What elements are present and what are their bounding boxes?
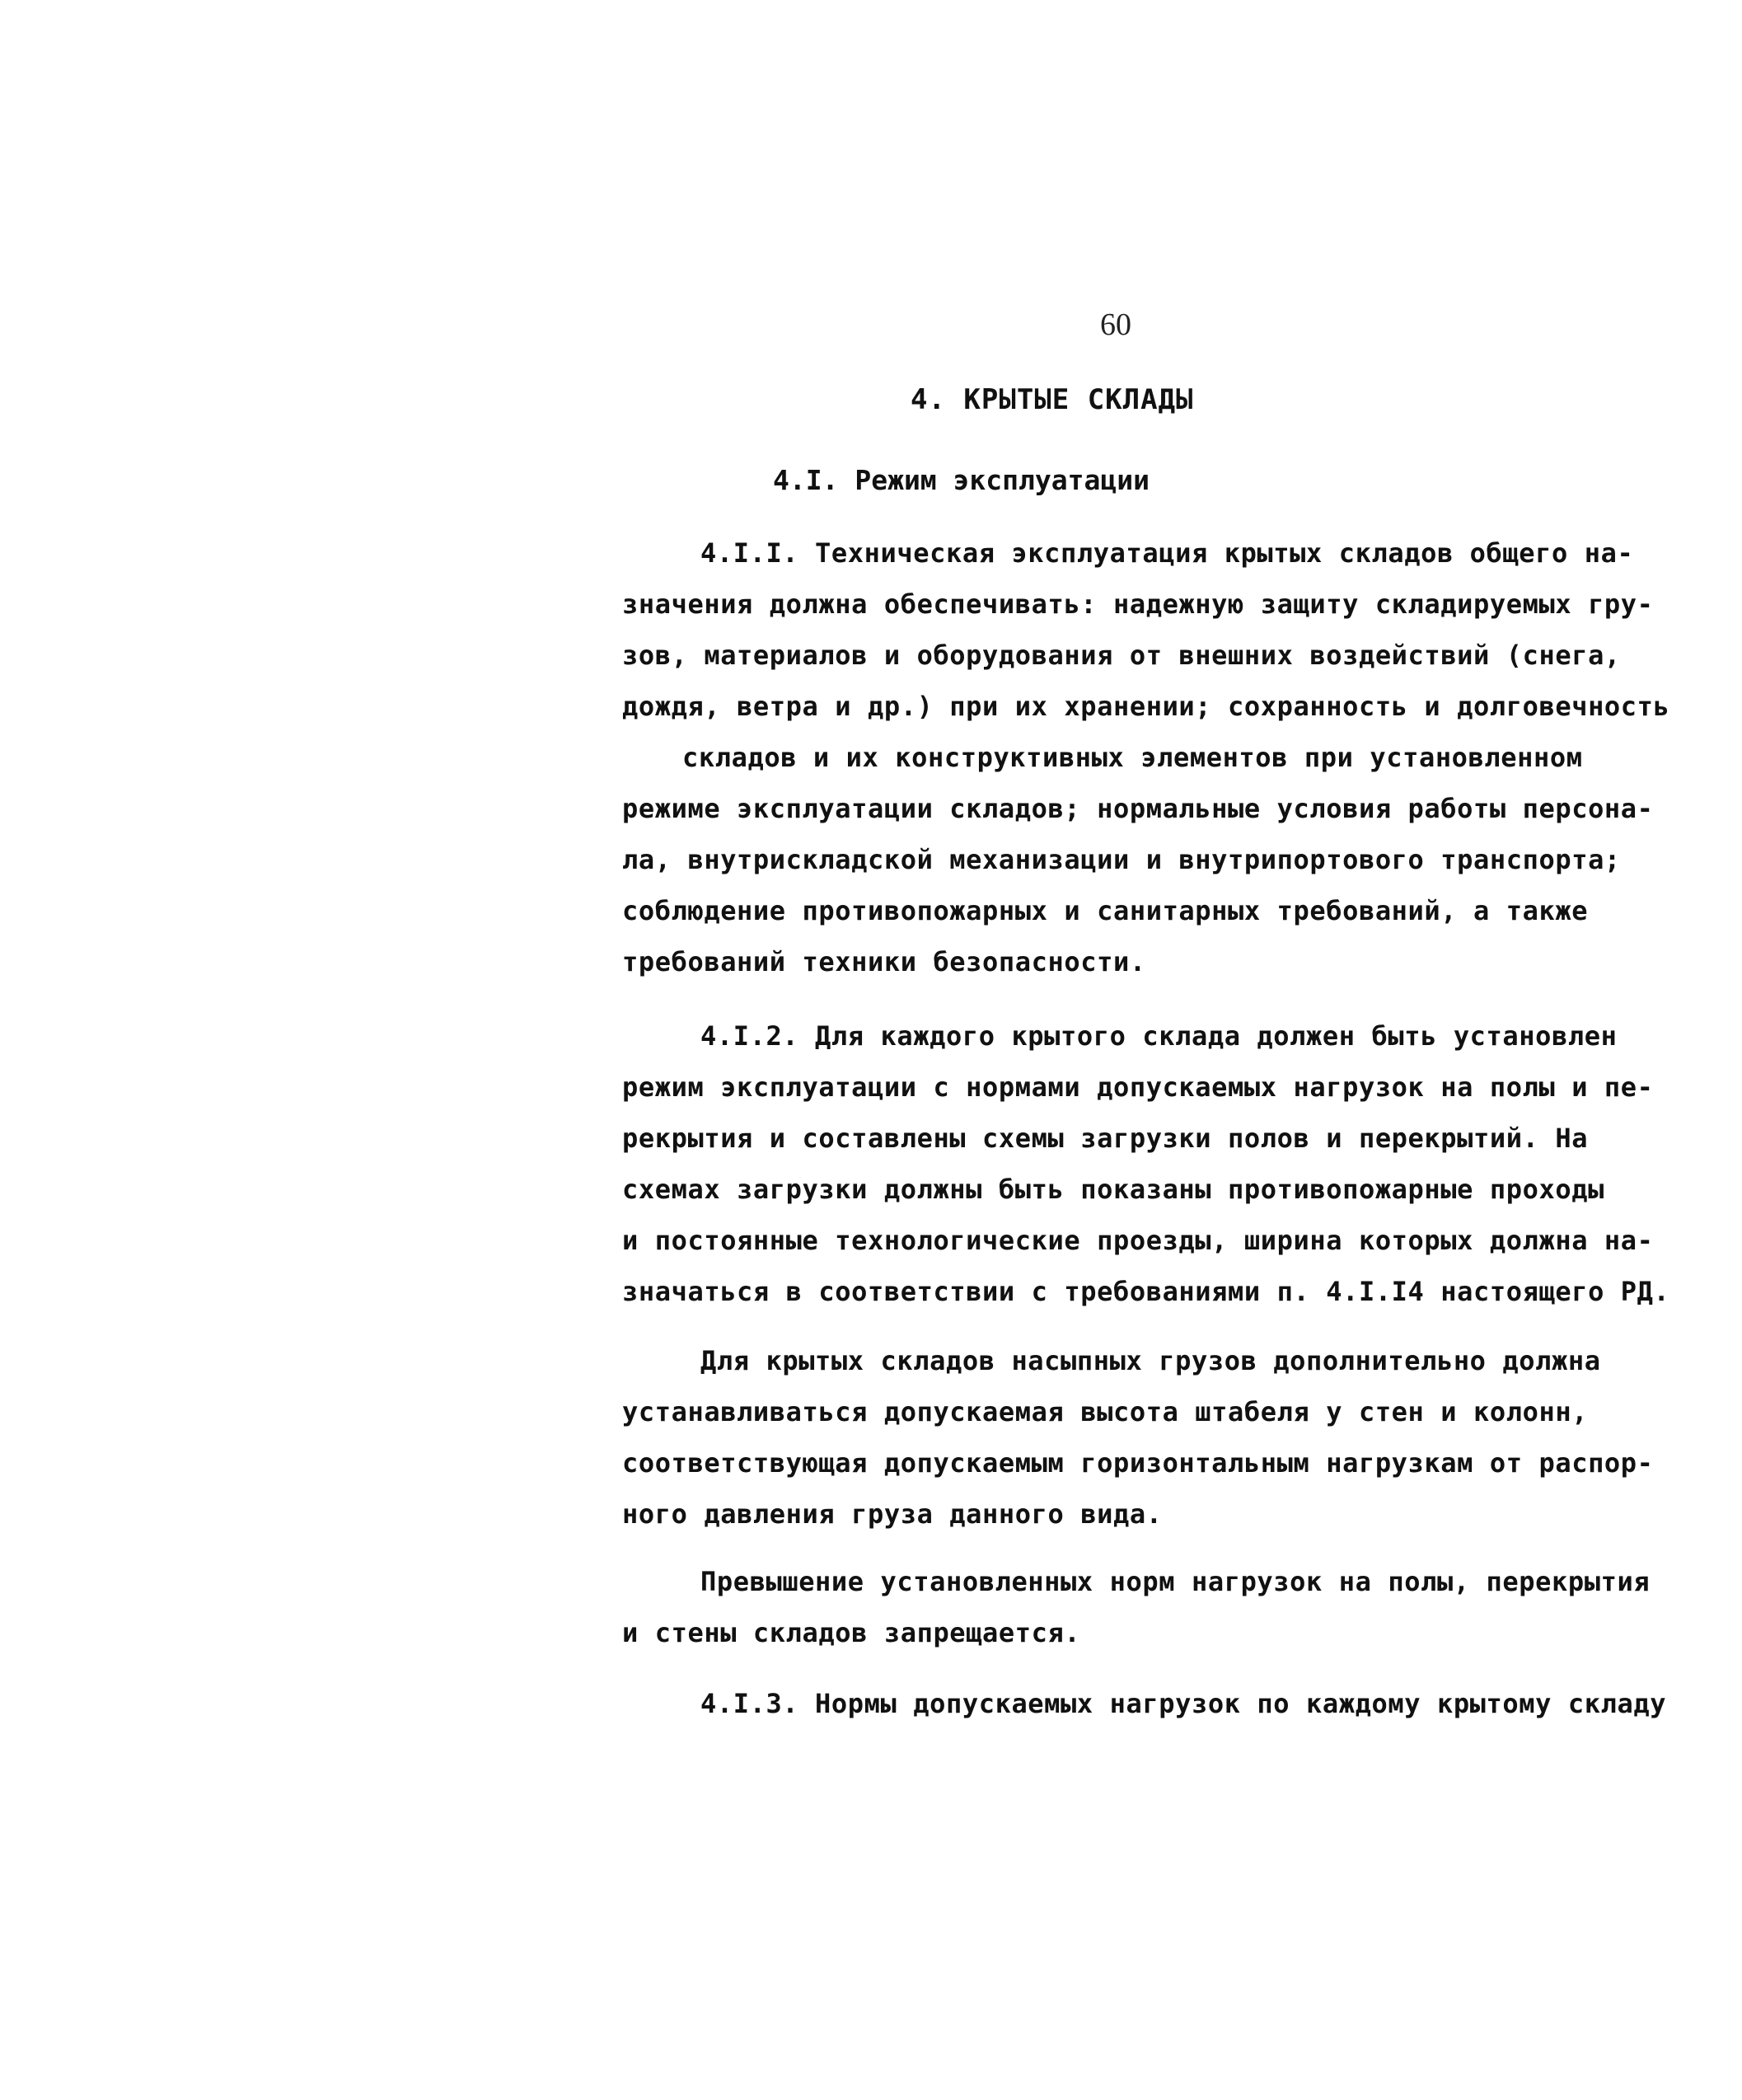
text-line: зов, материалов и оборудования от внешних воздействий (снега, <box>622 640 1621 671</box>
text-line: требований техники безопасности. <box>622 946 1146 977</box>
section-title: 4. КРЫТЫЕ СКЛАДЫ <box>911 383 1194 416</box>
text-line: Для крытых складов насыпных грузов дополнительно должна <box>700 1345 1601 1376</box>
text-line: режиме эксплуатации складов; нормальные условия работы персона- <box>622 793 1654 824</box>
text-line: значения должна обеспечивать: надежную защиту складируемых гру- <box>622 588 1654 620</box>
text-line: соблюдение противопожарных и санитарных требований, а также <box>622 895 1589 926</box>
text-line: Превышение установленных норм нагрузок на полы, перекрытия <box>700 1566 1651 1597</box>
text-line: значаться в соответствии с требованиями п. 4.I.I4 настоящего РД. <box>622 1276 1670 1307</box>
text-line: схемах загрузки должны быть показаны противопожарные проходы <box>622 1174 1604 1205</box>
text-line: ла, внутрискладской механизации и внутрипортового транспорта; <box>622 844 1621 875</box>
subsection-title: 4.I. Режим эксплуатации <box>773 464 1150 496</box>
text-line: и стены складов запрещается. <box>622 1617 1081 1648</box>
text-line: 4.I.3. Нормы допускаемых нагрузок по каждому крытому складу <box>700 1688 1667 1719</box>
text-line: 4.I.2. Для каждого крытого склада должен быть установлен <box>700 1020 1618 1052</box>
text-line: устанавливаться допускаемая высота штабеля у стен и колонн, <box>622 1396 1589 1427</box>
text-line: 4.I.I. Техническая эксплуатация крытых складов общего на- <box>700 537 1634 569</box>
text-line: ного давления груза данного вида. <box>622 1498 1163 1530</box>
text-line: дождя, ветра и др.) при их хранении; сохранность и долговечность <box>622 691 1670 722</box>
text-line: и постоянные технологические проезды, ширина которых должна на- <box>622 1225 1654 1256</box>
page-number: 60 <box>1100 307 1131 342</box>
text-line: режим эксплуатации с нормами допускаемых нагрузок на полы и пе- <box>622 1071 1654 1103</box>
text-line: соответствующая допускаемым горизонтальным нагрузкам от распор- <box>622 1447 1654 1479</box>
text-line: рекрытия и составлены схемы загрузки полов и перекрытий. На <box>622 1123 1589 1154</box>
text-line: складов и их конструктивных элементов при установленном <box>682 742 1583 773</box>
